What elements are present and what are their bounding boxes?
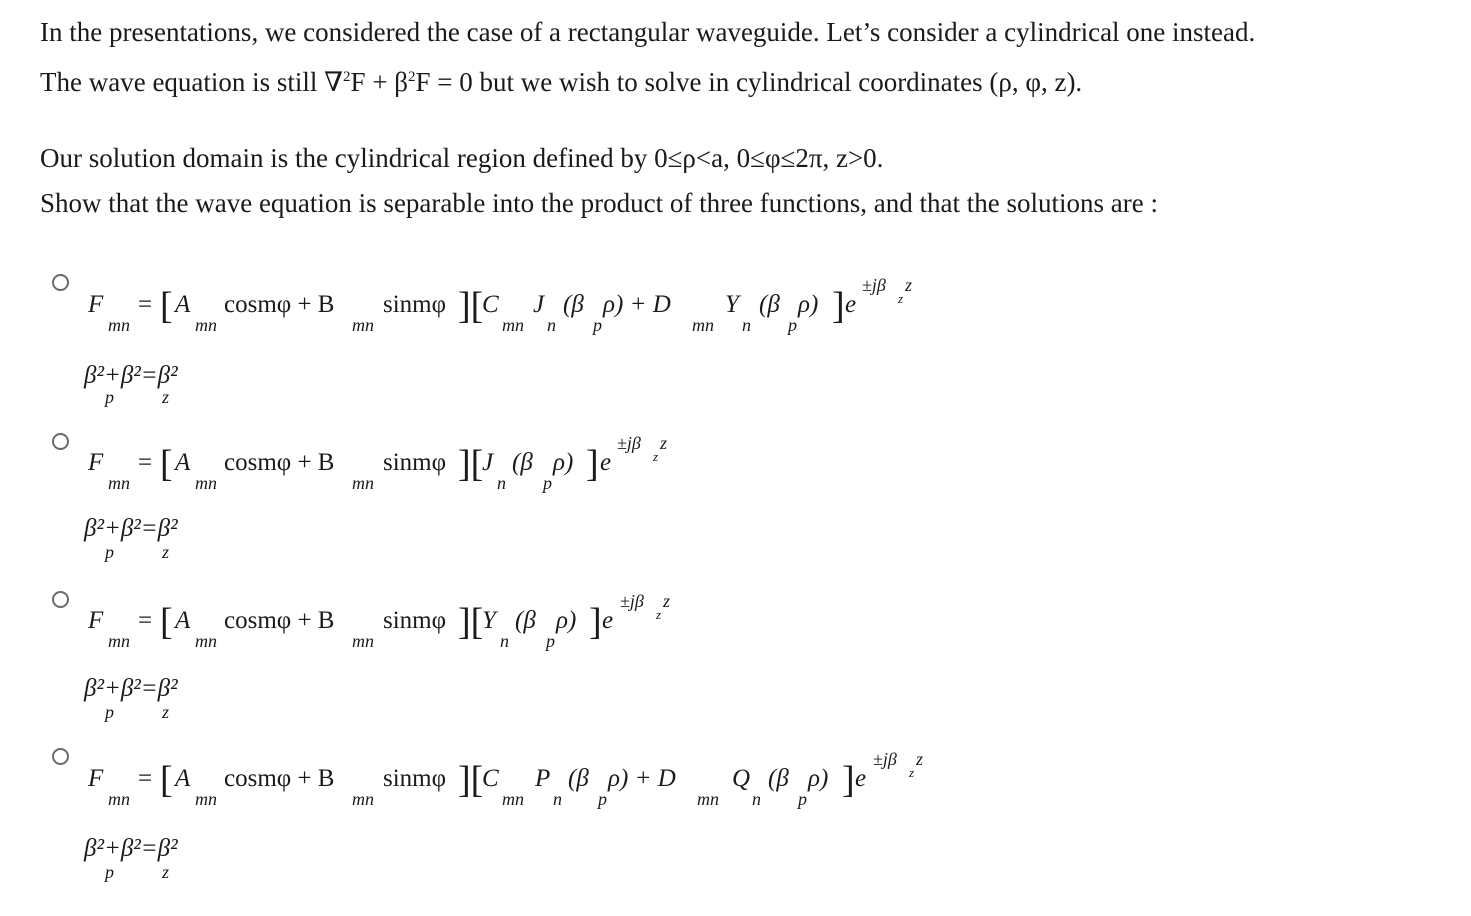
option-4-rho-plus-D: ρ) + D	[608, 765, 676, 792]
option-3-beta: (β	[515, 607, 536, 634]
option-1-equation	[83, 275, 912, 407]
option-4-equals: =	[138, 765, 153, 792]
option-2-sub-n: n	[497, 473, 506, 493]
question-intro	[40, 10, 1255, 105]
option-2-sub-mn-b: mn	[352, 473, 374, 493]
option-3-radio[interactable]	[52, 591, 69, 608]
option-2-F: F	[88, 449, 104, 476]
option-3-Y: Y	[482, 607, 496, 634]
option-1-bracket-left: [	[160, 285, 173, 327]
option-4-beta-a: (β	[568, 765, 589, 792]
option-2-equals: =	[138, 449, 153, 476]
option-4-sub-n-q: n	[752, 789, 761, 809]
option-2-beta: (β	[512, 449, 533, 476]
option-2-bracket-right: ]	[586, 443, 599, 485]
option-2-bracket-mid: ][	[458, 443, 484, 485]
option-1-sub-mn-a: mn	[195, 315, 217, 335]
option-1-sub-mn-d: mn	[692, 315, 714, 335]
option-4-constraint: β²+β²=β²	[84, 835, 178, 862]
option-4-exp-sub-z: z	[909, 765, 915, 780]
option-4-beta-b: (β	[768, 765, 789, 792]
option-2-exponent: ±jβ	[617, 433, 641, 453]
option-3-e: e	[602, 607, 614, 634]
option-2-exp-z: z	[660, 433, 668, 453]
option-3-exp-sub-z: z	[656, 607, 662, 622]
option-1-exp-z: z	[905, 275, 913, 295]
option-4-cos-term: cosmφ + B	[224, 765, 335, 792]
option-2-equation	[83, 433, 667, 562]
question-line-3: Our solution domain is the cylindrical region defined by 0≤ρ<a, 0≤φ≤2π, z>0.	[40, 143, 884, 173]
option-4-equation	[83, 749, 923, 882]
option-4-constraint-sub-z: z	[162, 862, 170, 882]
option-1-sub-p-a: p	[593, 315, 602, 335]
option-1-rho-close: ρ)	[798, 291, 819, 318]
option-3-bracket-mid: ][	[458, 601, 484, 643]
option-3-sub-mn-b: mn	[352, 631, 374, 651]
option-1-exponent: ±jβ	[862, 275, 886, 295]
option-2-A: A	[175, 449, 191, 476]
option-1-constraint: β²+β²=β²	[84, 362, 178, 389]
option-1-constraint-sub-z: z	[162, 387, 170, 407]
option-4-bracket-right: ]	[842, 759, 855, 801]
option-2-cos-term: cosmφ + B	[224, 449, 335, 476]
option-2-constraint: β²+β²=β²	[84, 515, 178, 542]
option-1-constraint-sub-p: p	[105, 387, 114, 407]
option-4-sub-mn-c: mn	[502, 789, 524, 809]
option-3-sub-p: p	[546, 631, 555, 651]
option-1-sub-mn-b: mn	[352, 315, 374, 335]
option-4-sub-p-b: p	[798, 789, 807, 809]
option-3-cos-term: cosmφ + B	[224, 607, 335, 634]
option-1-sin-term: sinmφ	[383, 291, 447, 318]
option-4-sin-term: sinmφ	[383, 765, 447, 792]
option-1-sub-n-j: n	[547, 315, 556, 335]
option-4-Q: Q	[732, 765, 751, 792]
option-1-sub-n-y: n	[742, 315, 751, 335]
option-2-e: e	[600, 449, 612, 476]
option-3-sub-mn-a: mn	[195, 631, 217, 651]
option-4-sub-p-a: p	[598, 789, 607, 809]
option-3-bracket-left: [	[160, 601, 173, 643]
question-line-4: Show that the wave equation is separable into the product of three functions, and that the solutions are :	[40, 188, 1158, 218]
option-2-sin-term: sinmφ	[383, 449, 447, 476]
option-1-exp-sub-z: z	[898, 291, 904, 306]
option-1-bracket-mid: ][	[458, 285, 484, 327]
option-3-A: A	[175, 607, 191, 634]
option-3-equation	[83, 591, 670, 722]
option-1-rho-plus-D: ρ) + D	[603, 291, 671, 318]
option-4-P: P	[535, 765, 551, 792]
option-3-constraint-sub-p: p	[105, 702, 114, 722]
option-1-A: A	[175, 291, 191, 318]
option-1-beta-a: (β	[563, 291, 584, 318]
option-3-equals: =	[138, 607, 153, 634]
option-4-bracket-left: [	[160, 759, 173, 801]
option-4-F: F	[88, 765, 104, 792]
option-2-constraint-sub-p: p	[105, 542, 114, 562]
option-4-sub-mn-d: mn	[697, 789, 719, 809]
option-2-J: J	[482, 449, 494, 476]
option-1-equals: =	[138, 291, 153, 318]
option-1-F: F	[88, 291, 104, 318]
option-1-e: e	[845, 291, 857, 318]
option-2-sub-p: p	[543, 473, 552, 493]
option-1-sub-mn: mn	[108, 315, 130, 335]
option-1-bracket-right: ]	[832, 285, 845, 327]
option-2-bracket-left: [	[160, 443, 173, 485]
option-4-radio[interactable]	[52, 748, 69, 765]
option-1-sub-mn-c: mn	[502, 315, 524, 335]
option-4-e: e	[855, 765, 867, 792]
option-4-C: C	[482, 765, 499, 792]
option-4-exp-z: z	[916, 749, 924, 769]
option-1-J: J	[533, 291, 545, 318]
option-2-exp-sub-z: z	[653, 449, 659, 464]
option-2-sub-mn-a: mn	[195, 473, 217, 493]
option-2-constraint-sub-z: z	[162, 542, 170, 562]
option-2-radio[interactable]	[52, 433, 69, 450]
option-4-A: A	[175, 765, 191, 792]
option-2-sub-mn: mn	[108, 473, 130, 493]
option-4-bracket-mid: ][	[458, 759, 484, 801]
option-4-rho-close: ρ)	[808, 765, 829, 792]
option-3-sub-mn: mn	[108, 631, 130, 651]
option-1-sub-p-b: p	[788, 315, 797, 335]
option-1-Y: Y	[725, 291, 739, 318]
option-1-C: C	[482, 291, 499, 318]
question-line-1: In the presentations, we considered the case of a rectangular waveguide. Let’s consider a cylindrical one instead.	[40, 17, 1256, 47]
option-3-F: F	[88, 607, 104, 634]
option-3-constraint: β²+β²=β²	[84, 675, 178, 702]
question-body	[40, 136, 1158, 226]
option-1-beta-b: (β	[759, 291, 780, 318]
option-3-sin-term: sinmφ	[383, 607, 447, 634]
option-4-sub-mn: mn	[108, 789, 130, 809]
option-3-constraint-sub-z: z	[162, 702, 170, 722]
option-3-exponent: ±jβ	[620, 591, 644, 611]
option-4-sub-mn-b: mn	[352, 789, 374, 809]
option-4-exponent: ±jβ	[873, 749, 897, 769]
option-3-exp-z: z	[663, 591, 671, 611]
option-4-constraint-sub-p: p	[105, 862, 114, 882]
option-4-sub-mn-a: mn	[195, 789, 217, 809]
option-3-sub-n: n	[500, 631, 509, 651]
option-1-cos-term: cosmφ + B	[224, 291, 335, 318]
option-4-sub-n-p: n	[553, 789, 562, 809]
option-3-bracket-right: ]	[589, 601, 602, 643]
question-line-2: The wave equation is still $\nabla^2F + \beta^2F = 0$ but we wish to solve in cylindrical coordinates (ρ, φ, z).	[40, 67, 1083, 97]
option-2-rho-close: ρ)	[553, 449, 574, 476]
option-3-rho-close: ρ)	[556, 607, 577, 634]
option-1-radio[interactable]	[52, 274, 69, 291]
